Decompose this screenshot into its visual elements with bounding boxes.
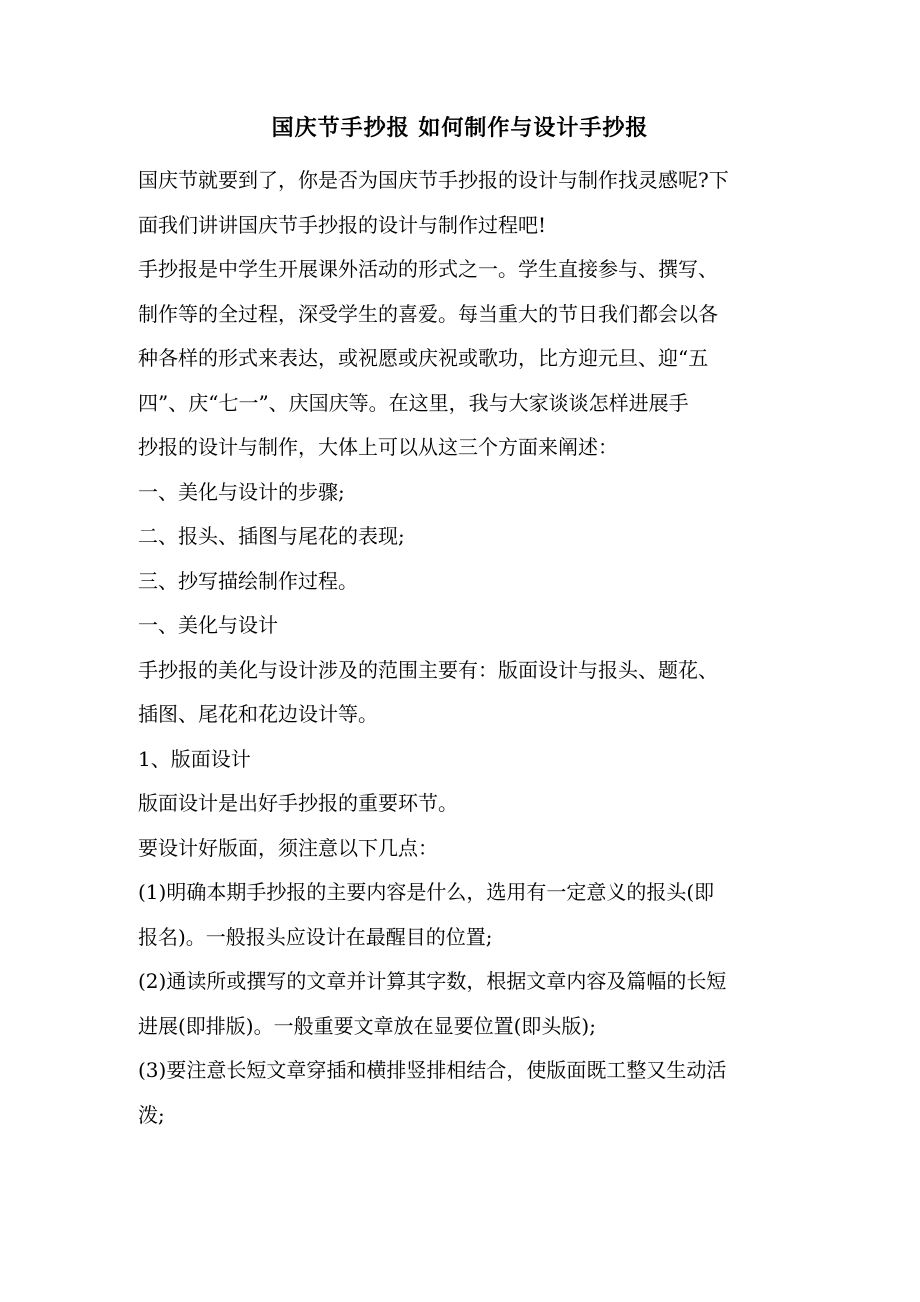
text-line: 国庆节就要到了，你是否为国庆节手抄报的设计与制作找灵感呢?下 [138,168,729,192]
numbered-point: (3)要注意长短文章穿插和横排竖排相结合，使版面既工整又生动活 [138,1058,727,1082]
text-line: 报名)。一般报头应设计在最醒目的位置; [138,924,493,949]
text-line: 要设计好版面，须注意以下几点： [138,835,438,860]
text-line: 面我们讲讲国庆节手抄报的设计与制作过程吧! [138,212,547,237]
text-line: 手抄报是中学生开展课外活动的形式之一。学生直接参与、撰写、 [138,257,718,281]
numbered-point: (2)通读所或撰写的文章并计算其字数，根据文章内容及篇幅的长短 [138,969,727,993]
numbered-point: (1)明确本期手抄报的主要内容是什么，选用有一定意义的报头(即 [138,880,715,904]
text-line: 版面设计是出好手抄报的重要环节。 [138,791,458,815]
text-line: 进展(即排版)。一般重要文章放在显要位置(即头版); [138,1013,596,1038]
text-line: 四”、庆“七一”、庆国庆等。在这里，我与大家谈谈怎样进展手 [138,390,689,415]
list-item: 三、抄写描绘制作过程。 [138,568,358,593]
document-body [138,158,790,1137]
text-line: 插图、尾花和花边设计等。 [138,702,378,726]
text-line: 手抄报的美化与设计涉及的范围主要有：版面设计与报头、题花、 [138,657,718,682]
section-heading: 一、美化与设计 [138,613,278,637]
subsection-heading: 1、版面设计 [138,746,251,771]
text-line: 种各样的形式来表达，或祝愿或庆祝或歌功，比方迎元旦、迎“五 [138,346,709,370]
text-line: 制作等的全过程，深受学生的喜爱。每当重大的节日我们都会以各 [138,301,718,326]
text-line: 抄报的设计与制作，大体上可以从这三个方面来阐述： [138,435,618,459]
text-line: 泼; [138,1102,165,1127]
list-item: 一、美化与设计的步骤; [138,479,345,504]
document-title: 国庆节手抄报 如何制作与设计手抄报 [271,115,649,141]
list-item: 二、报头、插图与尾花的表现; [138,524,405,548]
